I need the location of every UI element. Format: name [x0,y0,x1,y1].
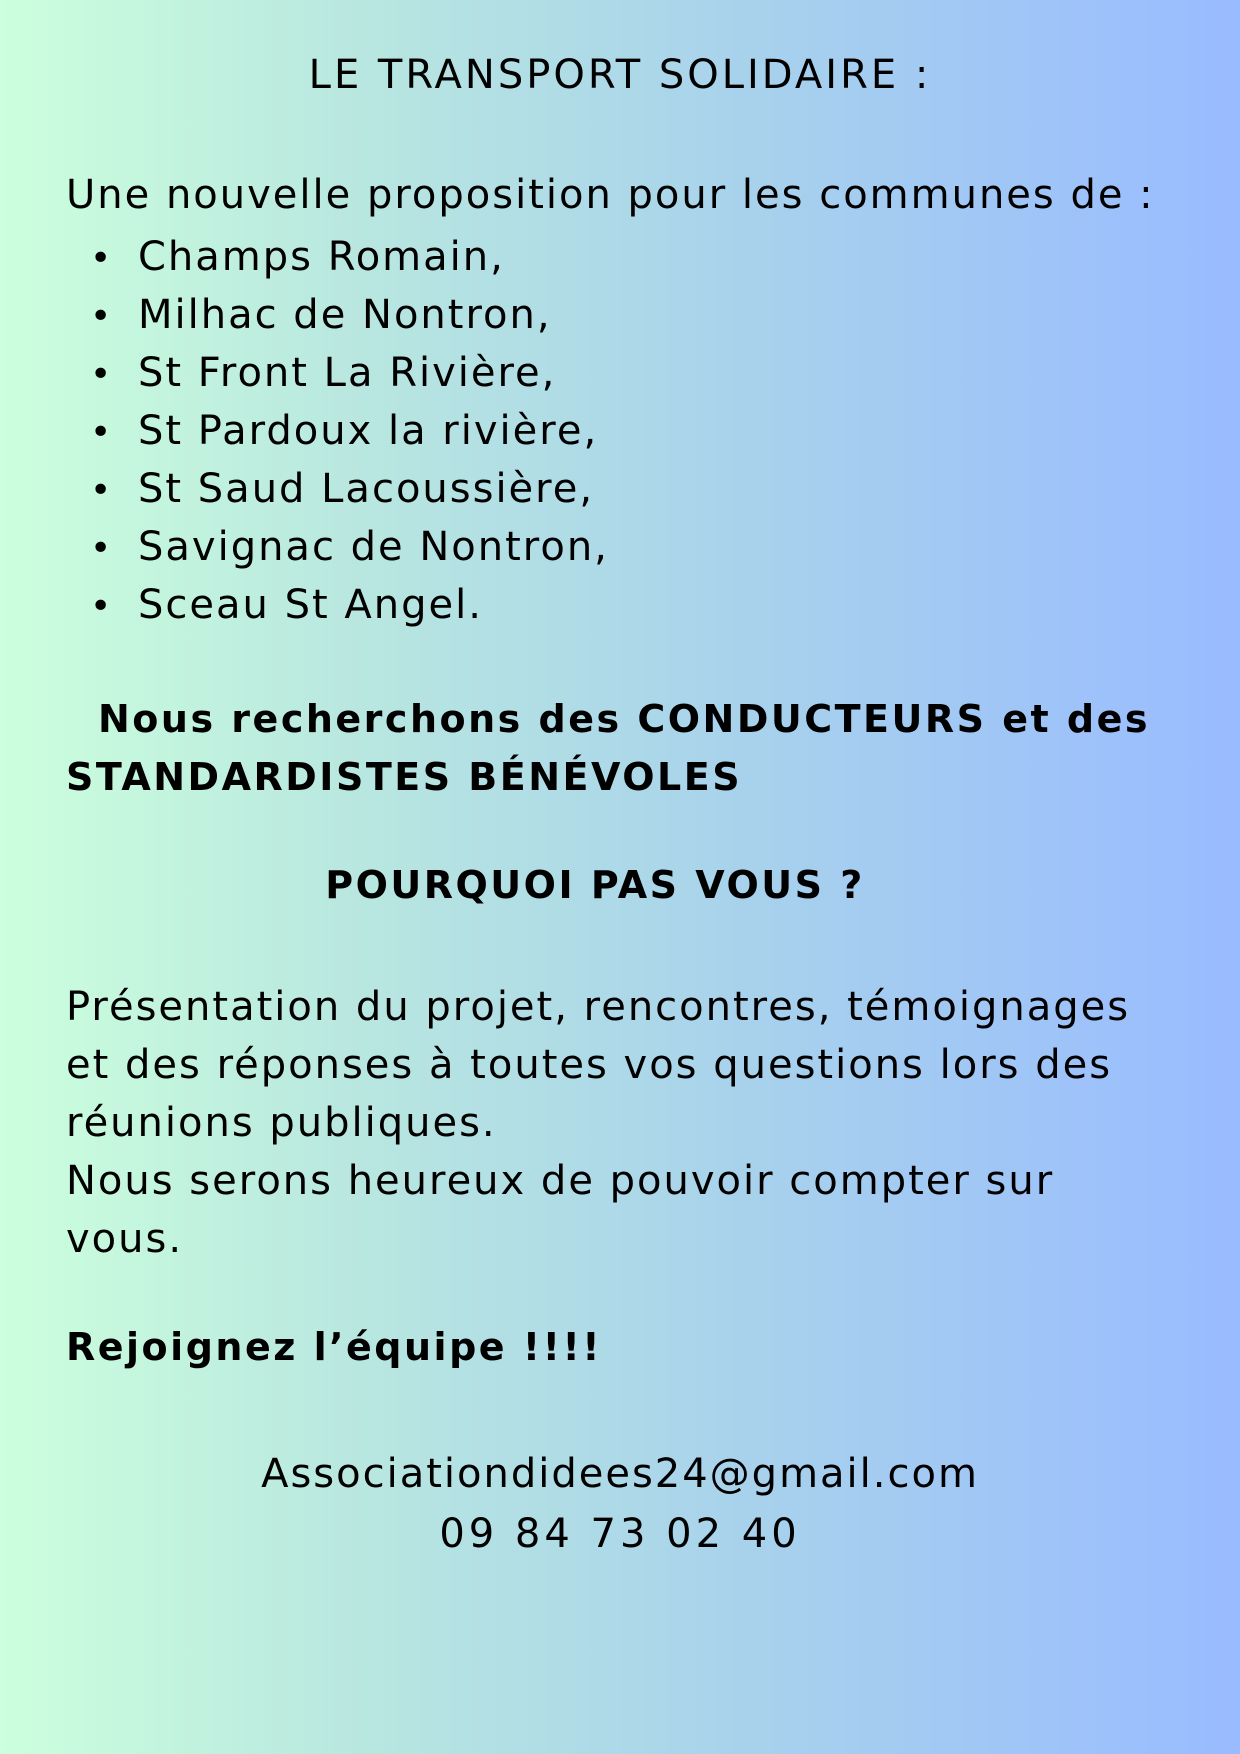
list-item [90,402,609,460]
bullet-icon: • [90,412,114,453]
commune-name: Milhac de Nontron, [138,292,552,338]
presentation-paragraph-2: Nous serons heureux de pouvoir compter sur vous. [66,1158,1055,1262]
recruitment-heading [66,690,1186,806]
presentation-text [66,978,1176,1268]
intro-text: Une nouvelle proposition pour les communes de : [66,172,1155,218]
commune-name: St Pardoux la rivière, [138,408,599,454]
commune-name: Sceau St Angel. [138,582,483,628]
communes-list [90,228,609,634]
commune-name: St Saud Lacoussière, [138,466,595,512]
call-to-action-question: POURQUOI PAS VOUS ? [325,863,865,907]
contact-email[interactable]: Associationdidees24@gmail.com [261,1451,979,1497]
bullet-icon: • [90,586,114,627]
list-item [90,460,609,518]
list-item [90,344,609,402]
bullet-icon: • [90,354,114,395]
page-title: LE TRANSPORT SOLIDAIRE : [308,52,932,98]
bullet-icon: • [90,238,114,279]
join-team-text: Rejoignez l’équipe !!!! [66,1325,603,1369]
list-item [90,286,609,344]
list-item [90,576,609,634]
bullet-icon: • [90,470,114,511]
list-item [90,228,609,286]
bullet-icon: • [90,528,114,569]
bullet-icon: • [90,296,114,337]
contact-block [0,1444,1240,1564]
presentation-paragraph-1: Présentation du projet, rencontres, témoignages et des réponses à toutes vos questions lors des réunions publiques. [66,984,1131,1146]
recruitment-line-2: STANDARDISTES BÉNÉVOLES [66,755,743,799]
commune-name: St Front La Rivière, [138,350,557,396]
list-item [90,518,609,576]
commune-name: Champs Romain, [138,234,505,280]
contact-phone[interactable]: 09 84 73 02 40 [439,1511,801,1557]
recruitment-line-1: Nous recherchons des CONDUCTEURS et des [98,697,1150,741]
commune-name: Savignac de Nontron, [138,524,609,570]
